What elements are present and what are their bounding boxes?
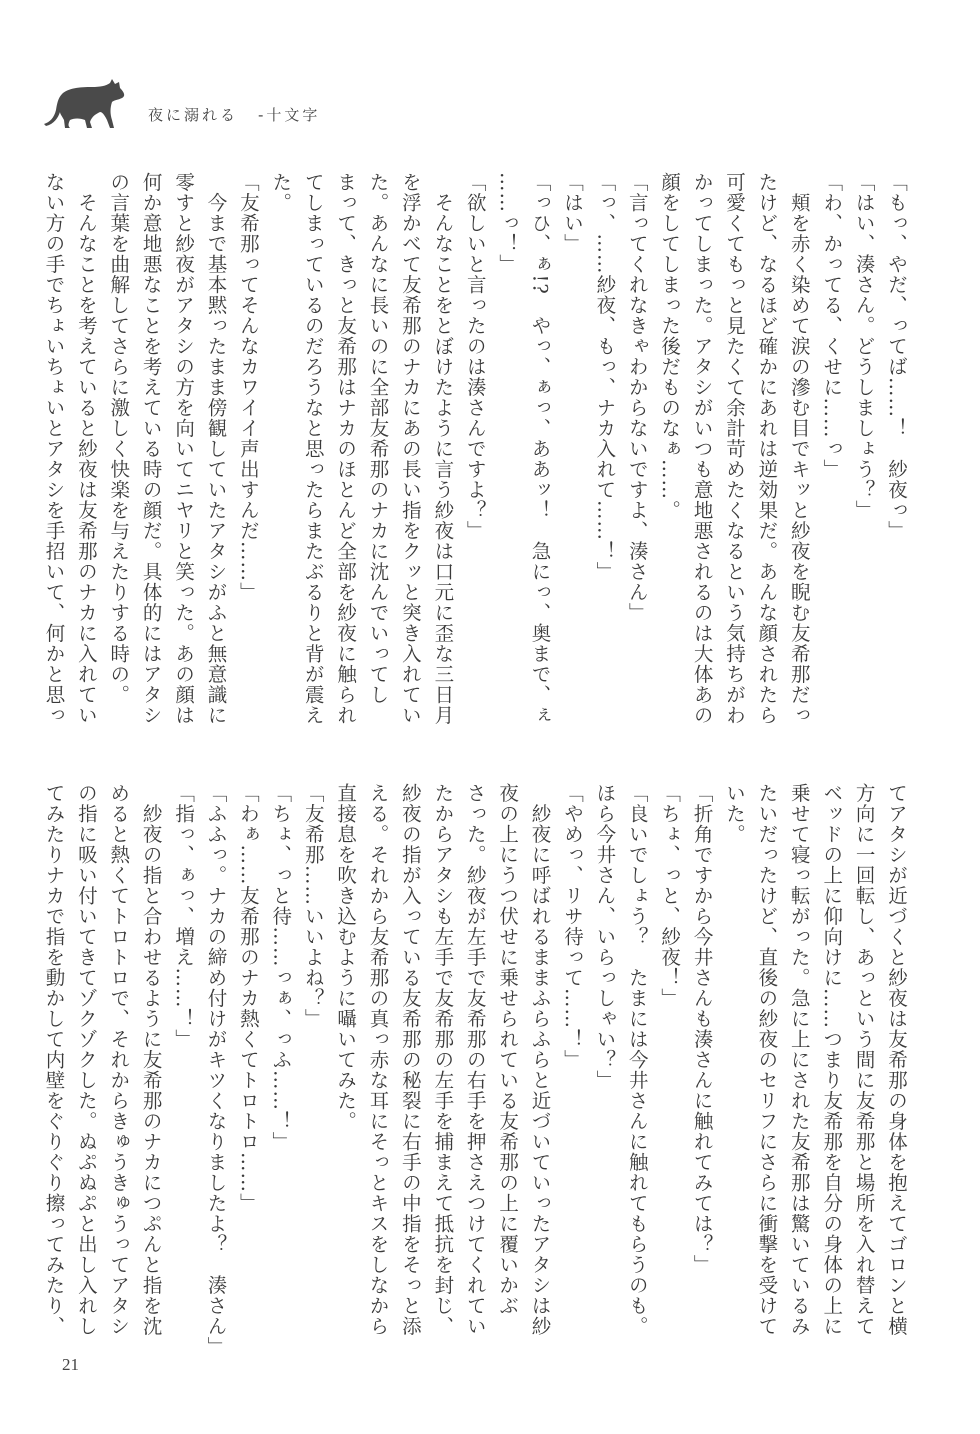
text-line: 「折角ですから今井さんも湊さんに触れてみては？」 — [690, 783, 714, 1275]
page-header — [40, 78, 360, 138]
text-tier-bottom — [42, 783, 912, 1357]
text-line: の言葉を曲解してさらに激しく快楽を与えたりする時の。 — [107, 172, 131, 705]
text-line: 「ふふっ。ナカの締め付けがキツくなりましたよ？ 湊さん」 — [204, 783, 228, 1357]
text-line: を浮かべて友希那のナカにあの長い指をクッと突き入れてい — [398, 172, 422, 726]
text-line: さった。紗夜が左手で友希那の右手を押さえつけてくれてい — [463, 783, 487, 1337]
text-line: 紗夜の指が入っている友希那の秘裂に右手の中指をそっと添 — [398, 783, 422, 1337]
cat-silhouette-icon — [40, 78, 132, 134]
text-line: ほら今井さん、いらっしゃい？」 — [593, 783, 617, 1091]
text-line: たけど、なるほど確かにあれは逆効果だ。あんな顔されたら — [755, 172, 779, 726]
page-number: 21 — [62, 1355, 79, 1374]
text-line: めると熱くてトロトロで、それからきゅうきゅうってアタシ — [107, 783, 131, 1337]
text-line: 「っひ、ぁ!? やっ、ぁっ、ああッ！ 急にっ、奥まで、ぇ — [528, 172, 552, 726]
text-line: 「やめっ、リサ待って……！」 — [560, 783, 584, 1070]
text-line: そんなことをとぼけたように言う紗夜は口元に歪な三日月 — [431, 172, 455, 726]
text-line: 「ちょ、っと、紗夜！」 — [658, 783, 682, 1009]
text-line: 方向に一回転し、あっという間に友希那と場所を入れ替えて — [852, 783, 876, 1337]
text-line: 頬を赤く染めて涙の滲む目でキッと紗夜を睨む友希那だっ — [787, 172, 811, 726]
text-line: てみたりナカで指を動かして内壁をぐりぐり擦ってみたり、 — [42, 783, 66, 1337]
text-line: の指に吸い付いてきてゾクゾクした。ぬぷぬぷと出し入れし — [74, 783, 98, 1337]
text-line: 顔をしてしまった後だものなぁ……。 — [658, 172, 682, 521]
text-line: 「友希那……いいよね？」 — [301, 783, 325, 1029]
author-name: -十文字 — [258, 106, 321, 124]
text-line: 「ちょ、っと待……っぁ、っふ……！」 — [269, 783, 293, 1152]
text-line: 夜の上にうつ伏せに乗せられている友希那の上に覆いかぶ — [496, 783, 520, 1316]
text-line: いた。 — [722, 783, 746, 845]
text-line: そんなことを考えていると紗夜は友希那のナカに入れてい — [74, 172, 98, 726]
text-line: 直接息を吹き込むように囁いてみた。 — [334, 783, 358, 1132]
text-line: てアタシが近づくと紗夜は友希那の身体を抱えてゴロンと横 — [885, 783, 908, 1337]
text-line: ベッドの上に仰向けに……つまり友希那を自分の身体の上に — [820, 783, 844, 1337]
text-line: 「欲しいと言ったのは湊さんですよ？」 — [463, 172, 487, 541]
text-line: たからアタシも左手で友希那の左手を捕まえて抵抗を封じ、 — [431, 783, 455, 1337]
running-header — [148, 104, 320, 125]
text-line: 紗夜の指と合わせるように友希那のナカにつぷんと指を沈 — [139, 783, 163, 1337]
text-line: たいだったけど、直後の紗夜のセリフにさらに衝撃を受けて — [755, 783, 779, 1337]
text-line: 「言ってくれなきゃわからないですよ、湊さん」 — [625, 172, 649, 623]
text-line: た。 — [269, 172, 293, 213]
text-tier-top — [42, 172, 912, 726]
text-line: まって、きっと友希那はナカのほとんど全部を紗夜に触られ — [334, 172, 358, 726]
text-line: 今まで基本黙ったまま傍観していたアタシがふと無意識に — [204, 172, 228, 726]
text-line: 零すと紗夜がアタシの方を向いてニヤリと笑った。あの顔は — [172, 172, 196, 726]
text-line: 「わぁ……友希那のナカ熱くてトロトロ……」 — [236, 783, 260, 1214]
text-line: 「友希那ってそんなカワイイ声出すんだ……」 — [236, 172, 260, 603]
text-line: 可愛くてもっと見たくて余計苛めたくなるという気持ちがわ — [722, 172, 746, 726]
text-line: 「っ、……紗夜、もっ、ナカ入れて……！」 — [593, 172, 617, 582]
book-title: 夜に溺れる — [148, 106, 239, 124]
text-line: 「はい」 — [560, 172, 584, 254]
text-line: た。あんなに長いのに全部友希那のナカに沈んでいってし — [366, 172, 390, 705]
text-line: 乗せて寝っ転がった。急に上にされた友希那は驚いているみ — [787, 783, 811, 1337]
text-line: える。それから友希那の真っ赤な耳にそっとキスをしなから — [366, 783, 390, 1337]
text-line: かってしまった。アタシがいつも意地悪されるのは大体あの — [690, 172, 714, 726]
text-line: 「はい、湊さん。どうしましょう？」 — [852, 172, 876, 521]
text-line: 「良いでしょう？ たまには今井さんに触れてもらうのも。 — [625, 783, 649, 1337]
text-line: 「わ、かってる、くせに……っ」 — [820, 172, 844, 480]
text-line: 「もっ、やだ、ってば……！ 紗夜っ」 — [885, 172, 908, 541]
text-line: 何か意地悪なことを考えている時の顔だ。具体的にはアタシ — [139, 172, 163, 726]
text-line: てしまっているのだろうなと思ったらまたぶるりと背が震え — [301, 172, 325, 726]
text-line: 「指っ、ぁっ、増え……！」 — [172, 783, 196, 1050]
text-line: ……っ！」 — [496, 172, 520, 275]
text-line: ない方の手でちょいちょいとアタシを手招いて、何かと思っ — [42, 172, 66, 726]
text-line: 紗夜に呼ばれるままふらふらと近づいていったアタシは紗 — [528, 783, 552, 1337]
